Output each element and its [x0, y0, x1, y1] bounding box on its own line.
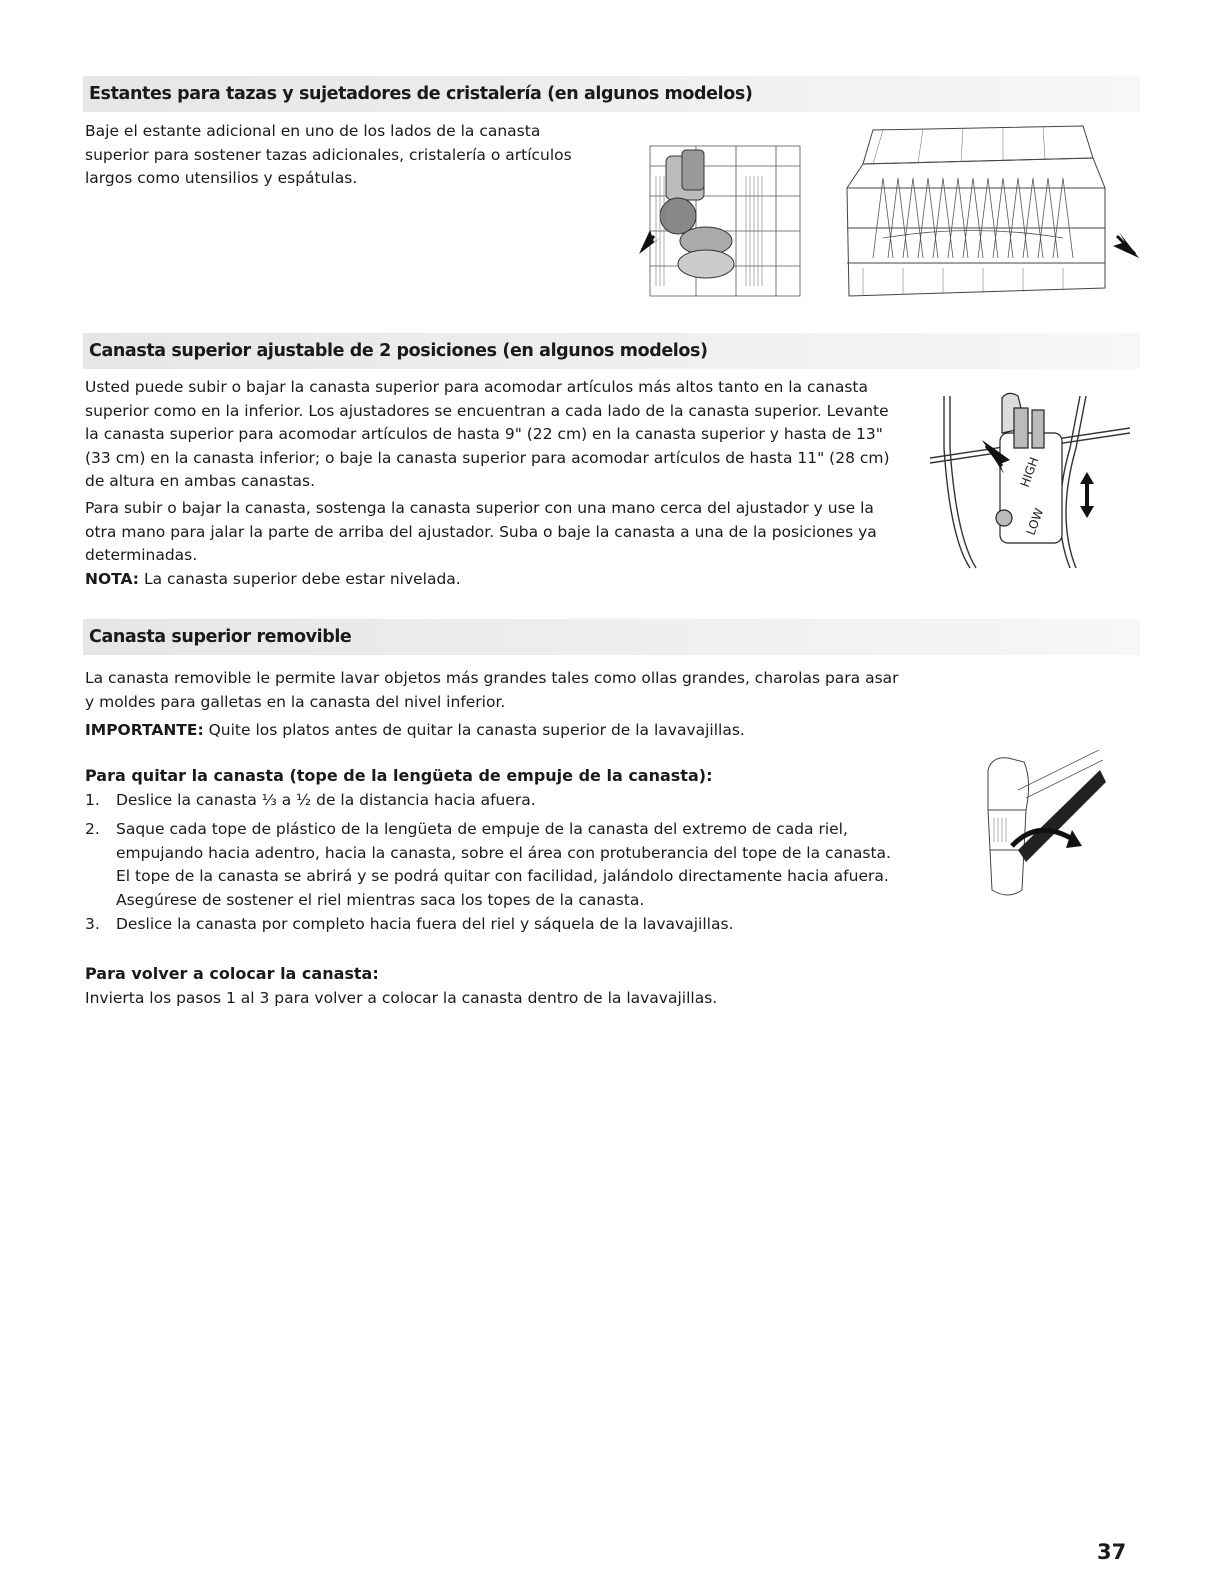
important-label: IMPORTANTE: [85, 721, 204, 739]
note-text: La canasta superior debe estar nivelada. [139, 570, 461, 588]
adjustable-rack-body-1: Usted puede subir o bajar la canasta superior para acomodar artículos más altos tanto en la canasta superior como en la inferior. Los ajustadores se encuentran a cada lado de la canasta superior. Levante la canasta superior para acomodar artículos de hasta 9" (22 cm) en la canasta superior y hasta de 13" (33 cm) en la canasta inferior; o baje la canasta superior para acomodar artículos de hasta 11" (28 cm) de altura en ambas canastas. [85, 378, 890, 490]
step-number: 1. [85, 791, 100, 809]
upper-rack-illustration [843, 118, 1143, 304]
step-text: Deslice la canasta ⅓ a ½ de la distancia hacia afuera. [116, 791, 536, 809]
step-number: 2. [85, 820, 100, 838]
section-heading-band-removable-rack [83, 619, 1140, 655]
cup-shelves-body: Baje el estante adicional en uno de los lados de la canasta superior para sostener tazas adicionales, cristalería o artículos largos como utensilios y espátulas. [85, 122, 572, 187]
remove-step-1 [85, 789, 905, 813]
rack-adjuster-illustration [930, 388, 1130, 573]
section-heading-band-adjustable-rack [83, 333, 1140, 369]
section-heading-cup-shelves: Estantes para tazas y sujetadores de cristalería (en algunos modelos) [89, 84, 753, 104]
remove-step-2 [85, 818, 905, 912]
replace-rack-heading: Para volver a colocar la canasta: [85, 964, 379, 983]
step-text: Deslice la canasta por completo hacia fuera del riel y sáquela de la lavavajillas. [116, 915, 734, 933]
removable-rack-body: La canasta removible le permite lavar objetos más grandes tales como ollas grandes, charolas para asar y moldes para galletas en la canasta del nivel inferior. [85, 669, 899, 711]
remove-rack-heading: Para quitar la canasta (tope de la lengüeta de empuje de la canasta): [85, 766, 713, 785]
adjuster-low-label: LOW [1023, 506, 1047, 538]
adjuster-high-label: HIGH [1017, 455, 1042, 490]
rack-stop-illustration [978, 750, 1108, 900]
cup-shelf-illustration [636, 136, 811, 304]
removable-rack-important [85, 719, 905, 743]
step-text: Saque cada tope de plástico de la lengüeta de empuje de la canasta del extremo de cada riel, empujando hacia adentro, hacia la canasta, sobre el área con protuberancia del tope de la canasta. El tope de la canasta se abrirá y se podrá quitar con facilidad, jalándolo directamente hacia afuera. Asegúrese de sostener el riel mientras saca los topes de la canasta. [116, 820, 891, 909]
section-heading-adjustable-rack: Canasta superior ajustable de 2 posiciones (en algunos modelos) [89, 341, 708, 361]
important-text: Quite los platos antes de quitar la canasta superior de la lavavajillas. [203, 721, 745, 739]
remove-step-3 [85, 913, 905, 937]
adjustable-rack-note [85, 568, 905, 592]
section-heading-band-cup-shelves [83, 76, 1140, 112]
replace-rack-text: Invierta los pasos 1 al 3 para volver a colocar la canasta dentro de la lavavajillas. [85, 989, 718, 1007]
note-label: NOTA: [85, 570, 140, 588]
adjustable-rack-body-2: Para subir o bajar la canasta, sostenga la canasta superior con una mano cerca del ajustador y use la otra mano para jalar la parte de arriba del ajustador. Suba o baje la canasta a una de la posiciones ya determinadas. [85, 499, 877, 564]
step-number: 3. [85, 915, 100, 933]
section-heading-removable-rack: Canasta superior removible [89, 627, 352, 647]
page-number: 37 [1097, 1540, 1127, 1564]
